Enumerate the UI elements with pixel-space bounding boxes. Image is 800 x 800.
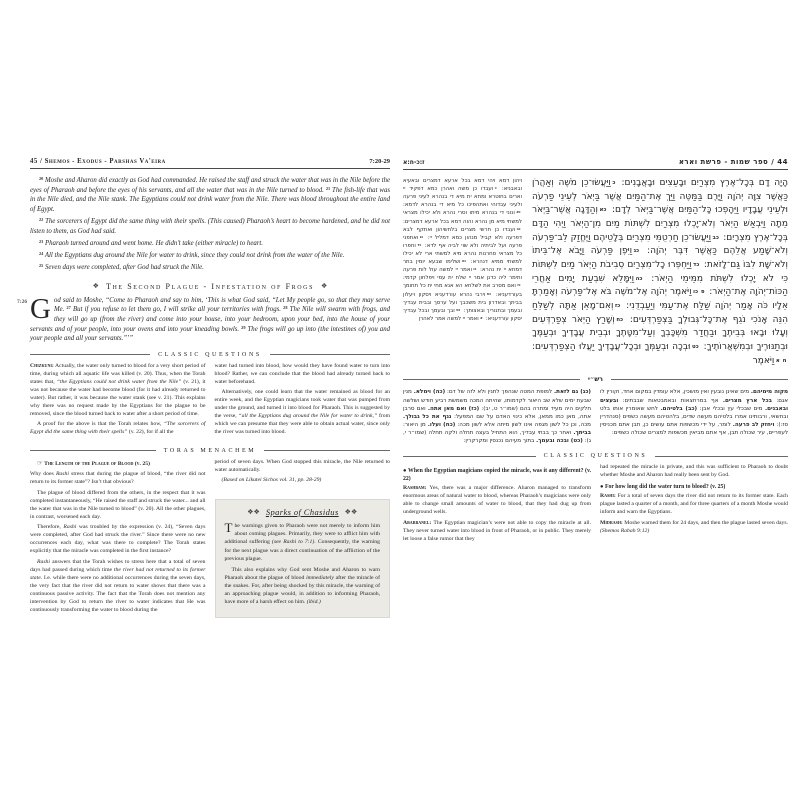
left-page-header (30, 158, 390, 169)
left-header-verse-range: 7:20-29 (369, 158, 390, 165)
classic-questions-columns (30, 363, 390, 440)
rashi-first-column: מקוה מימיהם. מים שאינן נובעין ואין מושכין, אלא עומדין במקום אחד, וקורין לו אגם: בכל ארץ מצרים. אף במרחצאות ובאמבטאות שבבתים: ובעצים ובאבנים. מים שבכלי עץ ובכלי אבן: (כב) בלטיהם. לחש שאומרין אותו בלט ובחשאי, ורבותינו אמרו בלטיהם מעשה שדים, בלהטיהם מעשה כשפים (סנהדרין סז:): ויחזק לב פרעה. לומר, על ידי מכשפות אתם עושים כן, תבן אתם מכניסין לעפריים, עיר שכולה תבן, אף אתם מביאין מכשפות למצרים שכולה כשפים: (600, 389, 788, 436)
sparks-ornament-left-icon: ❖❖ (247, 508, 260, 517)
plague-heading-text: The Second Plague - Infestation of Frogs (105, 281, 315, 291)
divider-line (655, 456, 788, 457)
cq-right-column: water had turned into blood, how would they have found water to turn into blood? Rather, we can conclude that the blood had already turned back to water beforehand. Alternatively, one could learn that the water remained as blood for an entire week, and the Egyptian magicians took water that was pumped from under the ground, and turned it into blood for Pharaoh. This is suggested by the verse, “all the Egyptians dug around the Nile for water to drink,” from which we can presume that they were able to obtain actual water, since only the river was turned into blood. (214, 362, 390, 436)
classic-questions-divider-right (403, 453, 788, 459)
pointing-hand-icon: ☞ (37, 459, 43, 467)
tm-right-column (215, 459, 391, 618)
sparks-title: Sparks of Chasidus (265, 507, 339, 518)
right-cq-right-column: had repeated the miracle in private, and this was sufficient to Pharaoh to doubt whether Moshe and Aharon had really been sent by God. ● For how long did the water turn to blood? (v. 25) Rashi: For a total of seven days the river did not return to its former state. Each plague lasted a quarter of a month, and for three quarters of a month Moshe would inform and warn the Egyptians. Midrash: Moshe warned them for 24 days, and then the plague lasted seven days. (Shemos Rabah 9:12) (600, 464, 788, 534)
cq-left-column: Chizkuni: Actually, the water only turned to blood for a very short period of time, during which all aquatic life was killed (v. 20). Thus, when the Torah states that, “the Egyptians could not drink water from the Nile” (v. 21), it was not because the water had become blood (for it had already returned to water). But rather, it was because the water stank (see v. 21). This explains why there was no request made by the Egyptians for the plague to be removed, since the blood turned back to water after a short period of time. A proof for the above is that the Torah relates how, “The sorcerers of Egypt did the same thing with their spells” (v. 22), for if all the (30, 362, 206, 436)
hebrew-text-columns (403, 177, 788, 368)
ornament-left-icon: ❖ (92, 282, 99, 291)
sparks-paragraphs: he warnings given to Pharaoh were not merely to inform him about coming plagues. Primarily, they were to afflict him with additional suffering (see Rashi to 7:1). Consequently, the warning for the next plague was a direct continuation of the affliction of the previous plague. This also explains why God sent Moshe and Aharon to warn Pharaoh about the plague of blood immediately after the miracle of the snakes. For, after being shocked by this miracle, the warning of an approaching plague would, in addition to informing Pharaoh, have more of a harsh effect on him. (ibid.) (224, 523, 381, 606)
sparks-ornament-right-icon: ❖❖ (344, 508, 358, 517)
left-page (17, 158, 391, 618)
torah-text-column: הָיָה דָם בְּכָל־אֶרֶץ מִצְרַיִם וּבָעֵצִים וּבָאֲבָנִים: כוַיַּעֲשׂוּ־כֵן מֹשֶׁה וְאַהֲרֹן כַּאֲשֶׁר צִוָּה יְהֹוָה וַיָּרֶם בַּמַּטֶּה וַיַּךְ אֶת־הַמַּיִם אֲשֶׁר בַּיְאֹר לְעֵינֵי פַרְעֹה וּלְעֵינֵי עֲבָדָיו וַיֵּהָפְכוּ כָּל־הַמַּיִם אֲשֶׁר־בַּיְאֹר לְדָם: כאוְהַדָּגָה אֲשֶׁר־בַּיְאֹר מֵתָה וַיִּבְאַשׁ הַיְאֹר וְלֹא־יָכְלוּ מִצְרַיִם לִשְׁתּוֹת מַיִם מִן־הַיְאֹר וַיְהִי הַדָּם בְּכָל־אֶרֶץ מִצְרָיִם: כבוַיַּעֲשׂוּ־כֵן חַרְטֻמֵּי מִצְרַיִם בְּלָטֵיהֶם וַיֶּחֱזַק לֵב־פַּרְעֹה וְלֹא־שָׁמַע אֲלֵהֶם כַּאֲשֶׁר דִּבֶּר יְהֹוָה: כגוַיִּפֶן פַּרְעֹה וַיָּבֹא אֶל־בֵּיתוֹ וְלֹא־שָׁת לִבּוֹ גַּם־לָזֹאת: כדוַיַּחְפְּרוּ כָל־מִצְרַיִם סְבִיבֹת הַיְאֹר מַיִם לִשְׁתּוֹת כִּי לֹא יָכְלוּ לִשְׁתֹּת מִמֵּימֵי הַיְאֹר: כהוַיִּמָּלֵא שִׁבְעַת יָמִים אַחֲרֵי הַכּוֹת־יְהֹוָה אֶת־הַיְאֹר: פכווַיֹּאמֶר יְהֹוָה אֶל־מֹשֶׁה בֹּא אֶל־פַּרְעֹה וְאָמַרְתָּ אֵלָיו כֹּה אָמַר יְהֹוָה שַׁלַּח אֶת־עַמִּי וְיַעַבְדֻנִי: כזוְאִם־מָאֵן אַתָּה לְשַׁלֵּחַ הִנֵּה אָנֹכִי נֹגֵף אֶת־כָּל־גְּבוּלְךָ בַּצְפַרְדְּעִים: כחוְשָׁרַץ הַיְאֹר צְפַרְדְּעִים וְעָלוּ וּבָאוּ בְּבֵיתֶךָ וּבַחֲדַר מִשְׁכָּבְךָ וְעַל־מִטָּתֶךָ וּבְבֵית עֲבָדֶיךָ וּבְעַמֶּךָ וּבְתַנּוּרֶיךָ וּבְמִשְׁאֲרוֹתֶיךָ: כטוּבְכָה וּבְעַמְּךָ וּבְכָל־עֲבָדֶיךָ יַעֲלוּ הַצְפַרְדְּעִים: חאוַיֹּאמֶר (532, 178, 789, 366)
classic-questions-title: CLASSIC QUESTIONS (158, 351, 262, 358)
right-classic-questions-columns (403, 464, 788, 546)
drop-cap: G (30, 292, 51, 325)
plague-section-heading (30, 282, 390, 291)
rashi-second-column: (כג) גם לזאת. למופת המטה שנהפך לתנין ולא לזה של דם: (כה) וימלא. מנין שבעת ימים שלא שב היאור לקדמותו, שהיתה המכה משמשת רביע חודש ושלשה חלקים היה מעיד ומתרה בהם (שמו״ר ט, יב): (כז) ואם מאן אתה. ואם סרבן אתה, מאן כמו ממאן, אלא כינוי האדם על שם המפעל: נגף את כל גבולך. מכה, וכן כל לשון מגפה אינו לשון מיתה אלא לשון מכה: (כח) ועלו. מן היאור: בביתך. ואחר כך בבתי עבדיך, הוא התחיל בעצה תחלה ולקה תחלה (שמו״ר י, ג): (כט) ובכה ובעמך. בתוך מעיהם נכנסין ומקרקרין: (403, 389, 591, 445)
sparks-title-row (225, 507, 381, 517)
tm-heading (30, 459, 206, 469)
toras-menachem-title: TORAS MENACHEM (163, 447, 257, 454)
divider-line (611, 379, 788, 380)
sparks-drop-cap: T (224, 520, 233, 536)
tm-left-column (30, 459, 206, 618)
classic-questions-title-right: CLASSIC QUESTIONS (543, 453, 648, 460)
right-page-header (403, 158, 788, 170)
right-header-title: 44 / ספר שמות - פרשת וארא (678, 158, 788, 166)
tm-heading-text: The Length of the Plague of Blood (v. 25) (44, 460, 150, 467)
ornament-right-icon: ❖ (321, 282, 328, 291)
divider-line (403, 456, 536, 457)
verse-marker: 7:26 (17, 298, 28, 305)
translation-verses: $^{20}$ Moshe and Aharon did exactly as God had commanded. He raised the staff and struck the water that was in the Nile before the eyes of Pharaoh and before the eyes of his servants, and all the water that was in the Nile turned to blood. $^{21}$ The fish-life that was in the Nile died, and the Nile stank. The Egyptians could not drink water from the Nile. There was blood throughout the entire land of Egypt. $^{22}$ The sorcerers of Egypt did the same thing with their spells. (This caused) Pharaoh’s heart to become hardened, and he did not listen to them, as God had said. $^{23}$ Pharaoh turned around and went home. He didn’t take (either miracle) to heart. $^{24}$ All the Egyptians dug around the Nile for water to drink, since they could not drink from the water of the Nile. $^{25}$ Seven days were completed, after God had struck the Nile. (30, 176, 390, 272)
toras-menachem-columns (30, 459, 390, 618)
right-header-verse-range: ז:כ-ח:א (403, 159, 425, 166)
tm-left-paragraphs: Why does Rashi stress that during the plague of blood, “the river did not return to its former state”? Isn’t that obvious? The plague of blood differed from the others, in the respect that it was completed instantaneously, “He raised the staff and struck the water... and all the water that was in the Nile turned to blood” (v. 20). All the other plagues, in contrast, worsened each day. Therefore, Rashi was troubled by the expression (v. 24), “Seven days were completed, after God had struck the river.” Since there were no new occurrences each day, what was there to complete? The Torah states explicitly that the miracle was completed in the first instance? Rashi answers that the Torah wishes to stress here that a total of seven days had passed during which time the river had not returned to its former state. I.e. while there were no additional occurrences during the seven days, the very fact that the river did not return to water shows that there was a continuous passive activity. The fact that the Torah does not mention any intervention by God to return the river to water indicates that He was continuously transforming the water to blood during the (30, 471, 206, 613)
right-cq-left-column: ● When the Egyptian magicians copied the miracle, was it any different? (v. 22) Rashbam: Yes, there was a major difference. Aharon managed to transform enormous areas of natural water to blood, whereas Pharaoh’s magicians were only able to change small amounts of water to blood, that they had dug up from underground wells. Abarbanel: The Egyptian magician’s were not able to copy the miracle at all. They never turned water into blood in front of Pharaoh, or in public. They merely let loose a false rumor that they (403, 468, 591, 542)
toras-menachem-divider (30, 448, 390, 454)
left-header-title: 45 / Shemos - Exodus - Parshas Va'eira (30, 158, 166, 165)
sparks-of-chasidus-box (215, 499, 391, 618)
plague-paragraph: od said to Moshe, “Come to Pharaoh and say to him, ‘This is what God said, “Let My people go, so that they may serve Me. $^{27}$ But if you refuse to let them go, I will strike all your territories with frogs. $^{28}$ The Nile will swarm with frogs, and they will go up (from the river) and come into your house, into your bedroom, upon your bed, into the house of your servants and of your people, into your ovens and into your kneading bowls. $^{29}$ The frogs will go up into (the intestines of) you and your people and all your servants.”’” (30, 296, 391, 343)
divider-line (30, 450, 156, 451)
divider-line (270, 354, 390, 355)
rashi-columns (403, 388, 788, 445)
tm-attribution: (Based on Likutei Sichos vol. 31, pp. 28-29) (221, 477, 322, 484)
divider-line (403, 379, 580, 380)
tm-right-paragraphs: period of seven days. When God stopped this miracle, the Nile returned to water automatically. (214, 458, 390, 473)
targum-onkelos-column: ויהון דמא ויהי דמא בכל ארעא דמצרים ובאעיא ובאבניא: כועבדו כן משה ואהרן כמא דפקיד יי וארים בחוטרא ומחא ית מיא די בנהרא לעיני פרעה ולעיני עבדוהי ואתהפיכו כל מיא די בנהרא לדמא: כאונוני די בנהרא מיתו וסרי נהרא ולא יכילו מצראי למשתי מיא מן נהרא והוה דמא בכל ארעא דמצרים: כבועבדו כן חרשי מצרים בלחשיהון ואתקף לבא דפרעה ולא קביל מנהון כמא דמליל יי: כגואתפני פרעה ועל לביתיה ולא שוי לביה אף לדא: כדוחפרו כל מצראי סחרנות נהרא מיא למשתי ארי לא יכילו למשתי ממיא דנהרא: כהושלימו שבעא יומין בתר דמחא יי ית נהרא: כוואמר יי למשה עול לות פרעה ותימר ליה כדנן אמר יי שלח ית עמי ויפלחון קדמי: כזואם מסרב את לשלחא הא אנא מחי ית כל תחומך בעורדעניא: כחוירבי נהרא עורדעניא ויסקון ויעלון בביתך ובאדרון בית משכבך ועל ערסך ובבית עבדיך ובעמך ובתנוריך ובאצותך: כטובך ובעמך ובכל עבדיך יסקון עורדעניא: אואמר יי למשה אמר לאהרן (403, 178, 522, 322)
divider-line (264, 450, 390, 451)
right-page (403, 158, 788, 546)
plague-paragraph-block (17, 292, 391, 344)
rashi-label: רש״י (588, 376, 603, 384)
divider-line (30, 354, 150, 355)
rashi-divider (403, 376, 788, 383)
classic-questions-divider (30, 352, 390, 358)
